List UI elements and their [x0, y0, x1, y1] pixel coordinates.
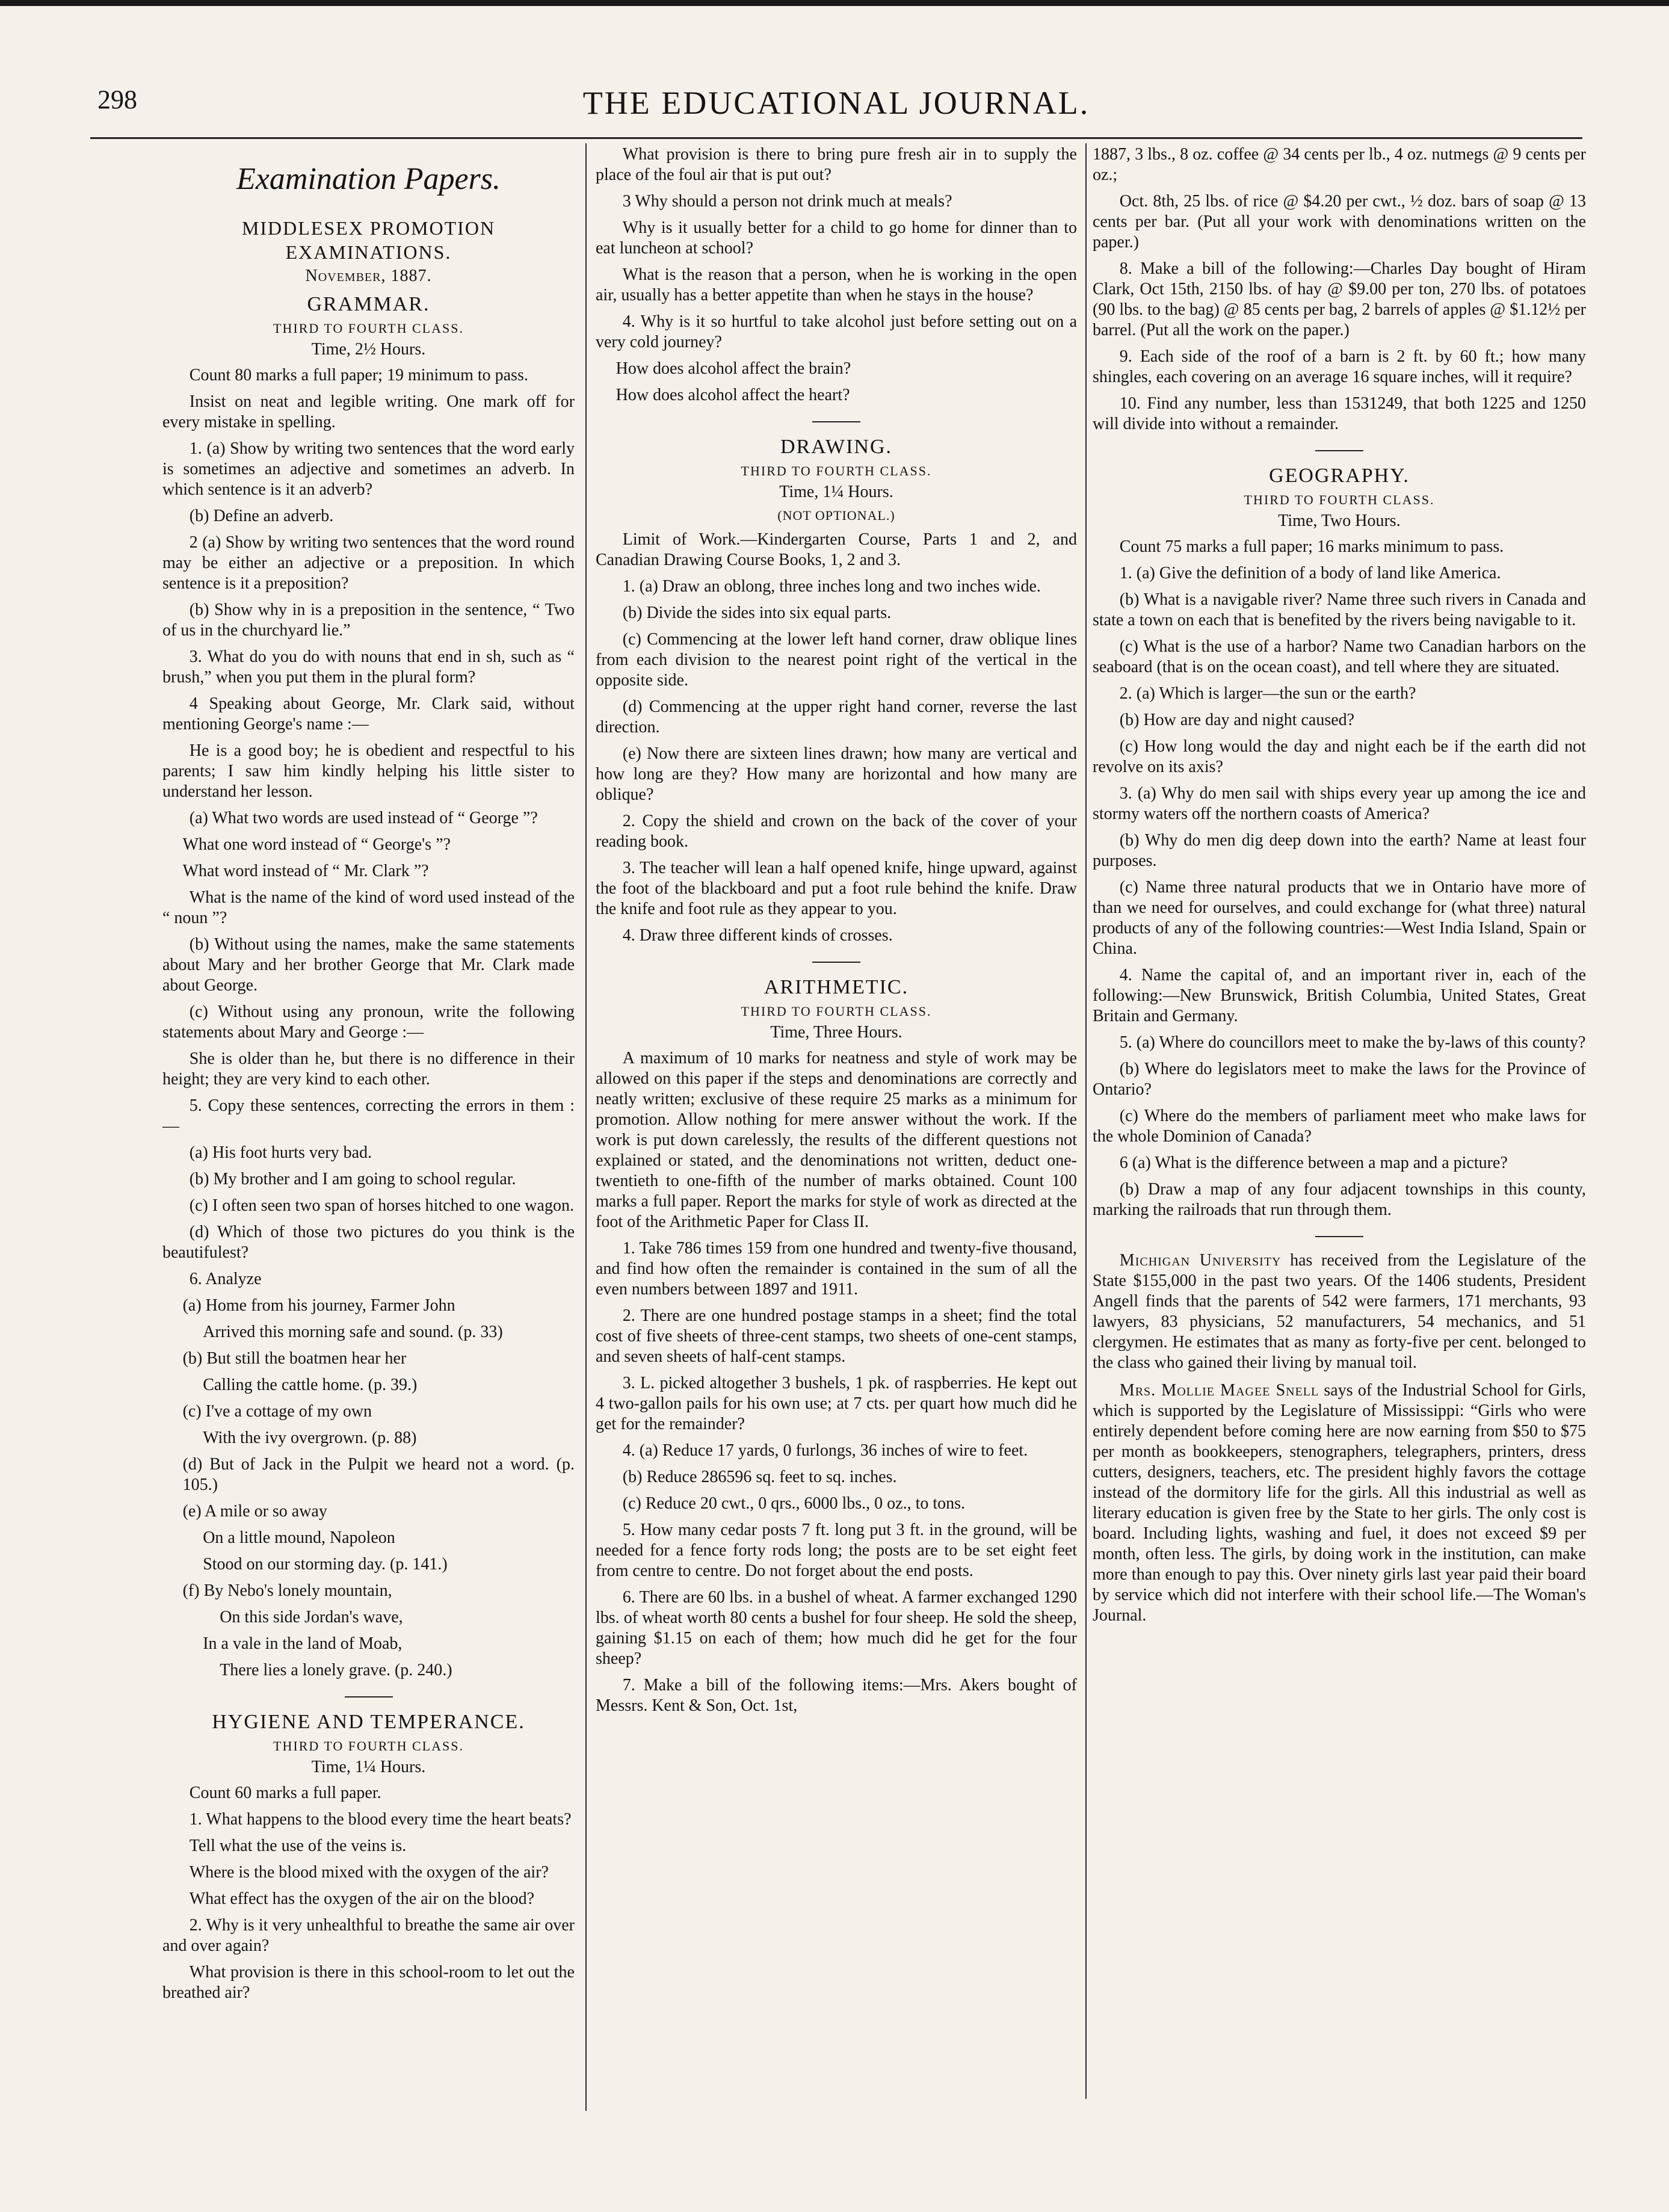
question-text: What is the reason that a person, when he is working in the open air, usually has a better appetite than when he stays in the house?: [596, 265, 1077, 304]
grammar-paper: [162, 293, 575, 1681]
question-text: Tell what the use of the veins is.: [189, 1837, 407, 1855]
question-text: 3. (a) Why do men sail with ships every year up among the ice and stormy waters off the northern coasts of America?: [1093, 784, 1586, 823]
column-divider-1: [585, 143, 587, 2111]
question-text: 5. Copy these sentences, correcting the errors in them :—: [162, 1096, 575, 1135]
question-text: He is a good boy; he is obedient and respectful to his parents; I saw him kindly helping his little sister to understand her lesson.: [162, 741, 575, 801]
question-text: How does alcohol affect the heart?: [615, 386, 850, 404]
question-text: 3. What do you do with nouns that end in sh, such as “ brush,” when you put them in the plural form?: [162, 647, 575, 687]
question-text: Stood on our storming day. (p. 141.): [203, 1555, 448, 1574]
question-text: 5. How many cedar posts 7 ft. long put 3 ft. in the ground, will be needed for a fence forty rods long; the posts are to be set eight feet from centre to centre. Do not forget about the end posts.: [596, 1521, 1077, 1580]
optional-note: (NOT OPTIONAL.): [777, 508, 895, 523]
top-border-rule: [0, 0, 1669, 6]
question-text: 3. The teacher will lean a half opened knife, hinge upward, against the foot of the blackboard and put a foot rule behind the knife. Draw the knife and foot rule as they appear to you.: [596, 859, 1077, 918]
question-text: 1. (a) Show by writing two sentences that the word early is sometimes an adjective and sometimes an adverb. In which sentence is it an adverb?: [162, 439, 575, 499]
exam-title: MIDDLESEX PROMOTION EXAMINATIONS.: [241, 217, 496, 263]
subject-heading: ARITHMETIC.: [764, 976, 909, 998]
question-text: 5. (a) Where do councillors meet to make the by-laws of this county?: [1119, 1033, 1586, 1052]
subject-heading: GEOGRAPHY.: [1269, 465, 1410, 487]
column-1: [162, 144, 575, 2002]
question-text: 6 (a) What is the difference between a map and a picture?: [1119, 1154, 1508, 1172]
arithmetic-paper: [596, 976, 1077, 1716]
question-text: (e) A mile or so away: [182, 1502, 327, 1521]
question-text: (b) Why do men dig deep down into the earth? Name at least four purposes.: [1093, 831, 1586, 870]
question-text: (b) My brother and I am going to school regular.: [189, 1170, 516, 1188]
question-text: (c) Reduce 20 cwt., 0 qrs., 6000 lbs., 0 oz., to tons.: [622, 1494, 966, 1513]
question-text: With the ivy overgrown. (p. 88): [203, 1429, 417, 1447]
class-line: THIRD TO FOURTH CLASS.: [741, 463, 932, 478]
question-text: 1. Take 786 times 159 from one hundred and twenty-five thousand, and find how often the remainder is contained in the sum of all the even numbers between 1897 and 1911.: [596, 1239, 1077, 1299]
section-divider: [812, 962, 860, 963]
question-text: (b) Without using the names, make the same statements about Mary and her brother George that Mr. Clark made about George.: [162, 935, 575, 995]
question-text: 4. (a) Reduce 17 yards, 0 furlongs, 36 inches of wire to feet.: [622, 1441, 1028, 1460]
question-text: (b) But still the boatmen hear her: [182, 1349, 407, 1368]
subject-heading: HYGIENE AND TEMPERANCE.: [212, 1711, 525, 1733]
question-text: (f) By Nebo's lonely mountain,: [182, 1581, 392, 1600]
page-header: [90, 84, 1582, 132]
class-line: THIRD TO FOURTH CLASS.: [273, 1738, 464, 1753]
question-text: (a) Home from his journey, Farmer John: [182, 1296, 455, 1315]
question-list: [1093, 537, 1586, 1220]
question-text: 10. Find any number, less than 1531249, that both 1225 and 1250 will divide into without a remainder.: [1093, 394, 1586, 433]
question-text: (a) What two words are used instead of “ George ”?: [189, 809, 538, 827]
class-line: THIRD TO FOURTH CLASS.: [273, 321, 464, 336]
question-text: (c) Name three natural products that we in Ontario have more of than we need for ourselves, and could exchange for (what three) natural products of any of the following countries:—West India Island, Spain or China.: [1093, 878, 1586, 958]
time-line: Time, Two Hours.: [1278, 511, 1401, 530]
section-divider: [812, 421, 860, 422]
section-divider: [1315, 450, 1363, 451]
question-text: 1. (a) Give the definition of a body of land like America.: [1119, 564, 1501, 582]
question-text: 1887, 3 lbs., 8 oz. coffee @ 34 cents per lb., 4 oz. nutmegs @ 9 cents per oz.;: [1093, 145, 1586, 184]
question-list: [596, 530, 1077, 946]
question-text: (b) What is a navigable river? Name three such rivers in Canada and state a town on each that is benefited by the rivers being navigable to it.: [1093, 590, 1586, 629]
question-text: Why is it usually better for a child to go home for dinner than to eat luncheon at school?: [596, 218, 1077, 258]
hygiene-continued: [596, 144, 1077, 406]
question-text: What provision is there to bring pure fresh air in to supply the place of the foul air that is put out?: [596, 145, 1077, 184]
question-text: (c) What is the use of a harbor? Name two Canadian harbors on the seaboard (that is on the ocean coast), and tell where they are situated.: [1093, 637, 1586, 676]
question-text: 3 Why should a person not drink much at meals?: [622, 192, 952, 211]
question-text: 2 (a) Show by writing two sentences that the word round may be either an adjective or a preposition. In which sentence is it a preposition?: [162, 533, 575, 593]
question-text: (c) Without using any pronoun, write the following statements about Mary and George :—: [162, 1003, 575, 1042]
question-text: 4. Draw three different kinds of crosses.: [622, 926, 893, 945]
question-text: 9. Each side of the roof of a barn is 2 ft. by 60 ft.; how many shingles, each covering on an average 16 square inches, will it require?: [1093, 347, 1586, 386]
question-text: (d) But of Jack in the Pulpit we heard not a word. (p. 105.): [182, 1455, 575, 1494]
question-text: Where is the blood mixed with the oxygen of the air?: [189, 1863, 549, 1882]
question-text: (b) Where do legislators meet to make the laws for the Province of Ontario?: [1093, 1060, 1586, 1099]
question-text: What effect has the oxygen of the air on the blood?: [189, 1889, 535, 1908]
question-text: In a vale in the land of Moab,: [203, 1634, 403, 1653]
question-text: (b) Show why in is a preposition in the sentence, “ Two of us in the churchyard lie.”: [162, 601, 575, 640]
question-text: 3. L. picked altogether 3 bushels, 1 pk. of raspberries. He kept out 4 two-gallon pails for his own use; at 7 cts. per quart how much did he get for the remainder?: [596, 1374, 1077, 1433]
section-divider: [1315, 1236, 1363, 1237]
question-text: (b) Define an adverb.: [189, 507, 334, 525]
news-body: says of the Industrial School for Girls, which is supported by the Legislature of Mississippi: “Girls who were entirely dependent before coming here are now earning from $50 to $75 per month as bookkeepers, stenographers, telegraphers, printers, dress cutters, designers, teachers, etc. The president highly favors the cottage instead of the dormitory life for the girls. All this industrial as well as literary education is given free by the State to her girls. The only cost is board. Including lights, washing and fuel, it does not exceed $9 per month, often less. The girls, by doing work in the institution, can make more than enough to pay this. Over ninety girls last year paid their board by service which did not interfere with their school life.—The Woman's Journal.: [1093, 1381, 1586, 1625]
news-items: [1093, 1250, 1586, 1626]
time-line: Time, 1¼ Hours.: [779, 483, 893, 501]
question-text: Arrived this morning safe and sound. (p. 33): [203, 1323, 503, 1341]
header-rule: [90, 137, 1582, 139]
question-text: What word instead of “ Mr. Clark ”?: [182, 862, 429, 880]
time-line: Time, 1¼ Hours.: [311, 1758, 426, 1776]
class-line: THIRD TO FOURTH CLASS.: [741, 1004, 932, 1019]
section-title: Examination Papers.: [236, 162, 501, 196]
question-text: A maximum of 10 marks for neatness and style of work may be allowed on this paper if the steps and denominations are correctly and neatly written; exclusive of these require 25 marks as a minimum for promotion. Allow nothing for mere answer without the work. If the work is put down carelessly, the results of the different questions not explained or stated, and the denominations not written, deduct one-twentieth to one-fifth of the number of marks obtained. Count 100 marks a full paper. Report the marks for style of work as directed at the foot of the Arithmetic Paper for Class II.: [596, 1049, 1077, 1231]
question-text: (e) Now there are sixteen lines drawn; how many are vertical and how long are they? How many are horizontal and how many are oblique?: [596, 744, 1077, 804]
question-text: 2. Copy the shield and crown on the back of the cover of your reading book.: [596, 812, 1077, 851]
question-text: There lies a lonely grave. (p. 240.): [220, 1661, 452, 1679]
question-text: (b) Reduce 286596 sq. feet to sq. inches.: [622, 1468, 897, 1486]
column-divider-2: [1085, 143, 1087, 2099]
question-text: (c) Commencing at the lower left hand corner, draw oblique lines from each division to the nearest point right of the vertical in the opposite side.: [596, 630, 1077, 690]
question-text: 6. There are 60 lbs. in a bushel of wheat. A farmer exchanged 1290 lbs. of wheat worth 80 cents a bushel for four sheep. He sold the sheep, gaining $1.15 on each of them; how much did he get for the four sheep?: [596, 1588, 1077, 1668]
subject-heading: GRAMMAR.: [307, 293, 430, 315]
question-text: How does alcohol affect the brain?: [615, 359, 851, 378]
question-text: (c) How long would the day and night each be if the earth did not revolve on its axis?: [1093, 737, 1586, 776]
question-text: On a little mound, Napoleon: [203, 1528, 395, 1547]
drawing-paper: [596, 436, 1077, 946]
exam-date: November, 1887.: [305, 267, 432, 285]
question-text: 4. Why is it so hurtful to take alcohol just before setting out on a very cold journey?: [596, 312, 1077, 351]
news-lead: Michigan University: [1119, 1251, 1282, 1270]
question-text: (b) Divide the sides into six equal parts.: [622, 604, 892, 622]
arithmetic-continued: [1093, 144, 1586, 434]
class-line: THIRD TO FOURTH CLASS.: [1244, 492, 1435, 507]
question-text: What is the name of the kind of word used instead of the “ noun ”?: [162, 888, 575, 927]
question-text: 1. What happens to the blood every time the heart beats?: [189, 1810, 572, 1829]
question-text: (c) I often seen two span of horses hitched to one wagon.: [189, 1196, 574, 1215]
journal-title: THE EDUCATIONAL JOURNAL.: [582, 85, 1090, 121]
subject-heading: DRAWING.: [780, 436, 893, 458]
question-text: She is older than he, but there is no difference in their height; they are very kind to each other.: [162, 1049, 575, 1089]
question-text: 2. Why is it very unhealthful to breathe the same air over and over again?: [162, 1916, 575, 1955]
time-line: Time, 2½ Hours.: [311, 340, 426, 359]
question-text: (c) I've a cottage of my own: [182, 1402, 372, 1421]
question-text: 8. Make a bill of the following:—Charles Day bought of Hiram Clark, Oct 15th, 2150 lbs. of hay @ $9.00 per ton, 270 lbs. of potatoes (90 lbs. to the bag) @ 85 cents per bag, 2 barrels of apples @ $1.12½ per barrel. (Put all the work on the paper.): [1093, 259, 1586, 339]
question-text: What provision is there in this school-room to let out the breathed air?: [162, 1963, 575, 2002]
question-text: 4 Speaking about George, Mr. Clark said, without mentioning George's name :—: [162, 694, 575, 734]
news-paragraph: [1093, 1250, 1586, 1373]
question-text: (d) Which of those two pictures do you think is the beautifulest?: [162, 1223, 575, 1262]
page-number: 298: [97, 85, 137, 114]
question-text: (b) How are day and night caused?: [1119, 711, 1355, 729]
question-text: 1. (a) Draw an oblong, three inches long and two inches wide.: [622, 577, 1041, 596]
question-text: (b) Draw a map of any four adjacent townships in this county, marking the railroads that run through them.: [1093, 1180, 1586, 1219]
question-text: What one word instead of “ George's ”?: [182, 835, 451, 854]
question-text: (d) Commencing at the upper right hand corner, reverse the last direction.: [596, 697, 1077, 737]
question-text: Count 80 marks a full paper; 19 minimum to pass.: [189, 366, 528, 385]
time-line: Time, Three Hours.: [770, 1023, 902, 1042]
section-divider: [345, 1696, 393, 1698]
question-text: On this side Jordan's wave,: [220, 1608, 403, 1627]
question-text: Limit of Work.—Kindergarten Course, Parts 1 and 2, and Canadian Drawing Course Books, 1, 2 and 3.: [596, 530, 1077, 569]
question-text: Insist on neat and legible writing. One mark off for every mistake in spelling.: [162, 392, 575, 431]
column-3: [1093, 144, 1586, 2094]
geography-paper: [1093, 465, 1586, 1220]
question-list: [596, 1048, 1077, 1716]
question-list: [162, 1783, 575, 2003]
hygiene-paper: [162, 1711, 575, 2003]
question-text: 6. Analyze: [189, 1270, 262, 1288]
news-paragraph: [1093, 1380, 1586, 1626]
question-text: 7. Make a bill of the following items:—Mrs. Akers bought of Messrs. Kent & Son, Oct. 1st,: [596, 1676, 1077, 1715]
question-text: (c) Where do the members of parliament meet who make laws for the whole Dominion of Canada?: [1093, 1107, 1586, 1146]
question-text: 2. There are one hundred postage stamps in a sheet; find the total cost of five sheets of three-cent stamps, two sheets of one-cent stamps, and seven sheets of half-cent stamps.: [596, 1306, 1077, 1366]
question-text: Count 75 marks a full paper; 16 marks minimum to pass.: [1119, 537, 1504, 556]
question-text: 2. (a) Which is larger—the sun or the earth?: [1119, 684, 1416, 703]
question-text: Calling the cattle home. (p. 39.): [203, 1376, 418, 1394]
question-text: Count 60 marks a full paper.: [189, 1784, 381, 1802]
question-text: 4. Name the capital of, and an important river in, each of the following:—New Brunswick, British Columbia, United States, Great Britain and Germany.: [1093, 966, 1586, 1025]
column-2: [596, 144, 1077, 2112]
question-text: Oct. 8th, 25 lbs. of rice @ $4.20 per cwt., ½ doz. bars of soap @ 13 cents per bar. (Put all your work with denominations written on the paper.): [1093, 192, 1586, 252]
news-body: has received from the Legislature of the State $155,000 in the past two years. Of the 1406 students, President Angell finds that the parents of 542 were farmers, 171 merchants, 93 lawyers, 83 physicians, 52 manufacturers, 54 mechanics, and 51 clergymen. He estimates that as many as forty-five per cent. belonged to the class who gained their living by manual toil.: [1093, 1251, 1586, 1372]
question-text: (a) His foot hurts very bad.: [189, 1143, 372, 1162]
news-lead: Mrs. Mollie Magee Snell: [1119, 1381, 1319, 1400]
question-list: [162, 365, 575, 1681]
